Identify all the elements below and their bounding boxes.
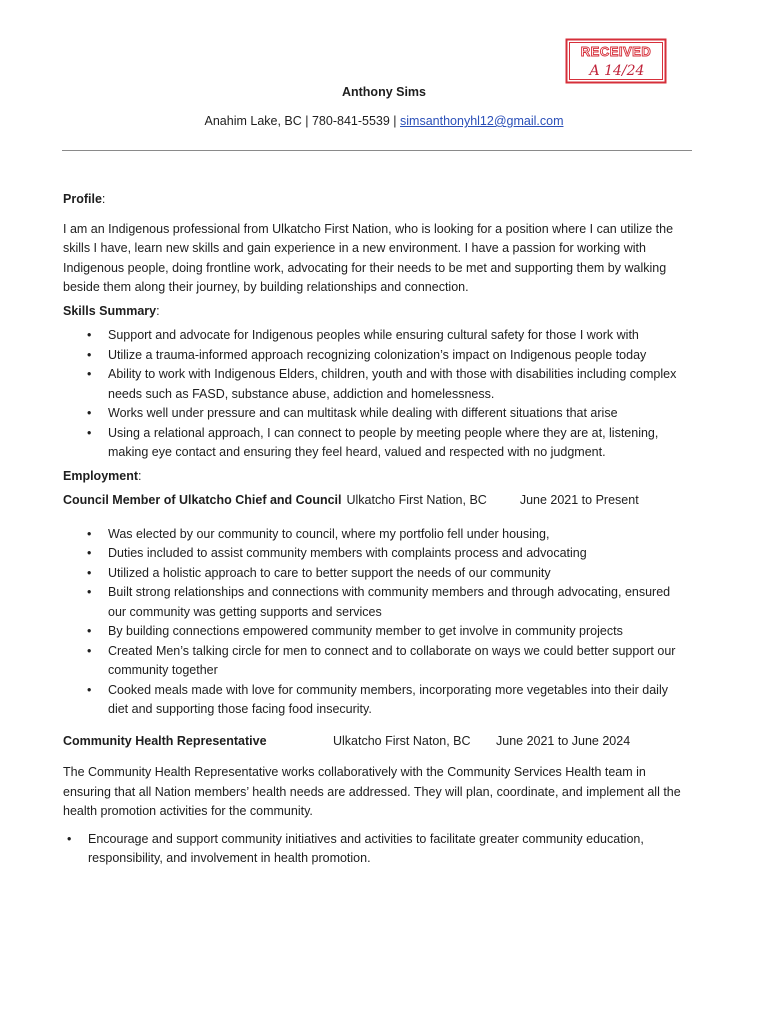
skill-item [63,424,703,463]
stamp-date: A 14/24 [589,63,645,79]
job-1-duty-item [63,583,703,622]
job-2-duty-item [43,830,703,869]
profile-heading: Profile: [63,192,106,206]
job-2-description-line: The Community Health Representative works collaboratively with the Community Services Health team in [63,765,646,779]
contact-line [0,113,768,129]
job-1-duties [63,525,703,720]
bullet-text-line: Built strong relationships and connections with community members and through advocating, ensured [108,585,671,599]
bullet-text-line: Works well under pressure and can multitask while dealing with different situations that arise [108,406,618,420]
job-2-description-line: ensuring that all Nation members’ health needs are addressed. They will plan, coordinate, and implement all the [63,784,681,799]
job-2-title: Community Health Representative [63,733,267,748]
bullet-text-line: needs such as FASD, substance abuse, addiction and homelessness. [108,386,495,401]
job-1-duty-item [63,544,703,564]
bullet-icon: • [67,831,72,846]
profile-line: skills I have, learn new skills and gain experience in a new environment. I have a passion for working with [63,241,646,255]
job-1-duty-item [63,525,703,545]
bullet-text-line: Was elected by our community to council, where my portfolio fell under housing, [108,526,550,541]
bullet-icon: • [87,406,92,420]
bullet-icon: • [87,682,92,697]
bullet-icon: • [87,585,92,599]
profile-line: beside them along their journey, by building relationships and connection. [63,280,469,294]
stamp-label: RECEIVED [580,44,652,59]
received-stamp [565,38,667,84]
email-link[interactable]: simsanthonyhl12@gmail.com [400,114,564,128]
bullet-text-line: Utilized a holistic approach to care to better support the needs of our community [108,565,551,580]
job-1-duty-item [63,564,703,584]
job-2-header [63,732,703,752]
job-1-dates: June 2021 to Present [519,493,639,507]
bullet-icon: • [87,526,92,541]
bullet-text-line: making eye contact and ensuring they feel heard, valued and respected with no judgment. [108,445,606,459]
skill-item [63,365,703,404]
job-1-header [63,491,703,511]
bullet-icon: • [87,643,92,658]
profile-line: Indigenous people, doing frontline work, advocating for their needs to be met and supporting them by walking [63,260,667,275]
bullet-text-line: diet and supporting those facing food insecurity. [108,702,372,716]
job-1-duty-item [63,622,703,642]
skills-heading: Skills Summary: [63,303,160,318]
bullet-icon: • [87,624,92,638]
candidate-name: Anthony Sims [341,85,427,99]
job-1-org: Ulkatcho First Nation, BC [346,493,487,507]
bullet-text-line: Cooked meals made with love for community members, incorporating more vegetables into their daily [108,682,668,697]
bullet-icon: • [87,425,92,440]
bullet-text-line: community together [108,663,218,677]
profile-paragraph [63,220,703,298]
bullet-text-line: responsibility, and involvement in health promotion. [88,851,371,865]
bullet-icon: • [87,367,92,381]
job-2-duties [43,830,703,869]
resume-body [63,190,703,869]
job-2-description [63,763,703,822]
bullet-text-line: Created Men’s talking circle for men to connect and to collaborate on ways we could better support our [108,643,676,658]
job-2-description-line: health promotion activities for the community. [63,804,313,818]
skill-item [63,326,703,346]
header-divider [62,150,692,151]
bullet-text-line: Utilize a trauma-informed approach recognizing colonization’s impact on Indigenous people today [108,347,647,362]
bullet-text-line: Using a relational approach, I can connect to people by meeting people where they are at, listening, [108,425,659,440]
profile-line: I am an Indigenous professional from Ulkatcho First Nation, who is looking for a position where I can utilize the [63,221,674,236]
bullet-text-line: Duties included to assist community members with complaints process and advocating [108,546,587,560]
bullet-icon: • [87,347,92,362]
bullet-text-line: By building connections empowered community member to get involve in community projects [108,624,623,638]
employment-heading: Employment: [63,468,142,483]
job-1-title: Council Member of Ulkatcho Chief and Council [63,493,342,507]
location-phone: Anahim Lake, BC | 780-841-5539 | [204,114,397,128]
bullet-text-line: Support and advocate for Indigenous peoples while ensuring cultural safety for those I work with [108,328,639,342]
bullet-text-line: Ability to work with Indigenous Elders, children, youth and with those with disabilities including complex [108,367,677,381]
skill-item [63,346,703,366]
job-1-duty-item [63,642,703,681]
skills-list [63,326,703,463]
bullet-text-line: Encourage and support community initiatives and activities to facilitate greater community education, [88,831,644,846]
bullet-text-line: our community was getting supports and services [108,604,382,619]
skill-item [63,404,703,424]
job-1-duty-item [63,681,703,720]
bullet-icon: • [87,546,92,560]
bullet-icon: • [87,328,92,342]
job-2-org: Ulkatcho First Naton, BC [333,733,471,748]
job-2-dates: June 2021 to June 2024 [496,733,631,748]
bullet-icon: • [87,565,92,580]
